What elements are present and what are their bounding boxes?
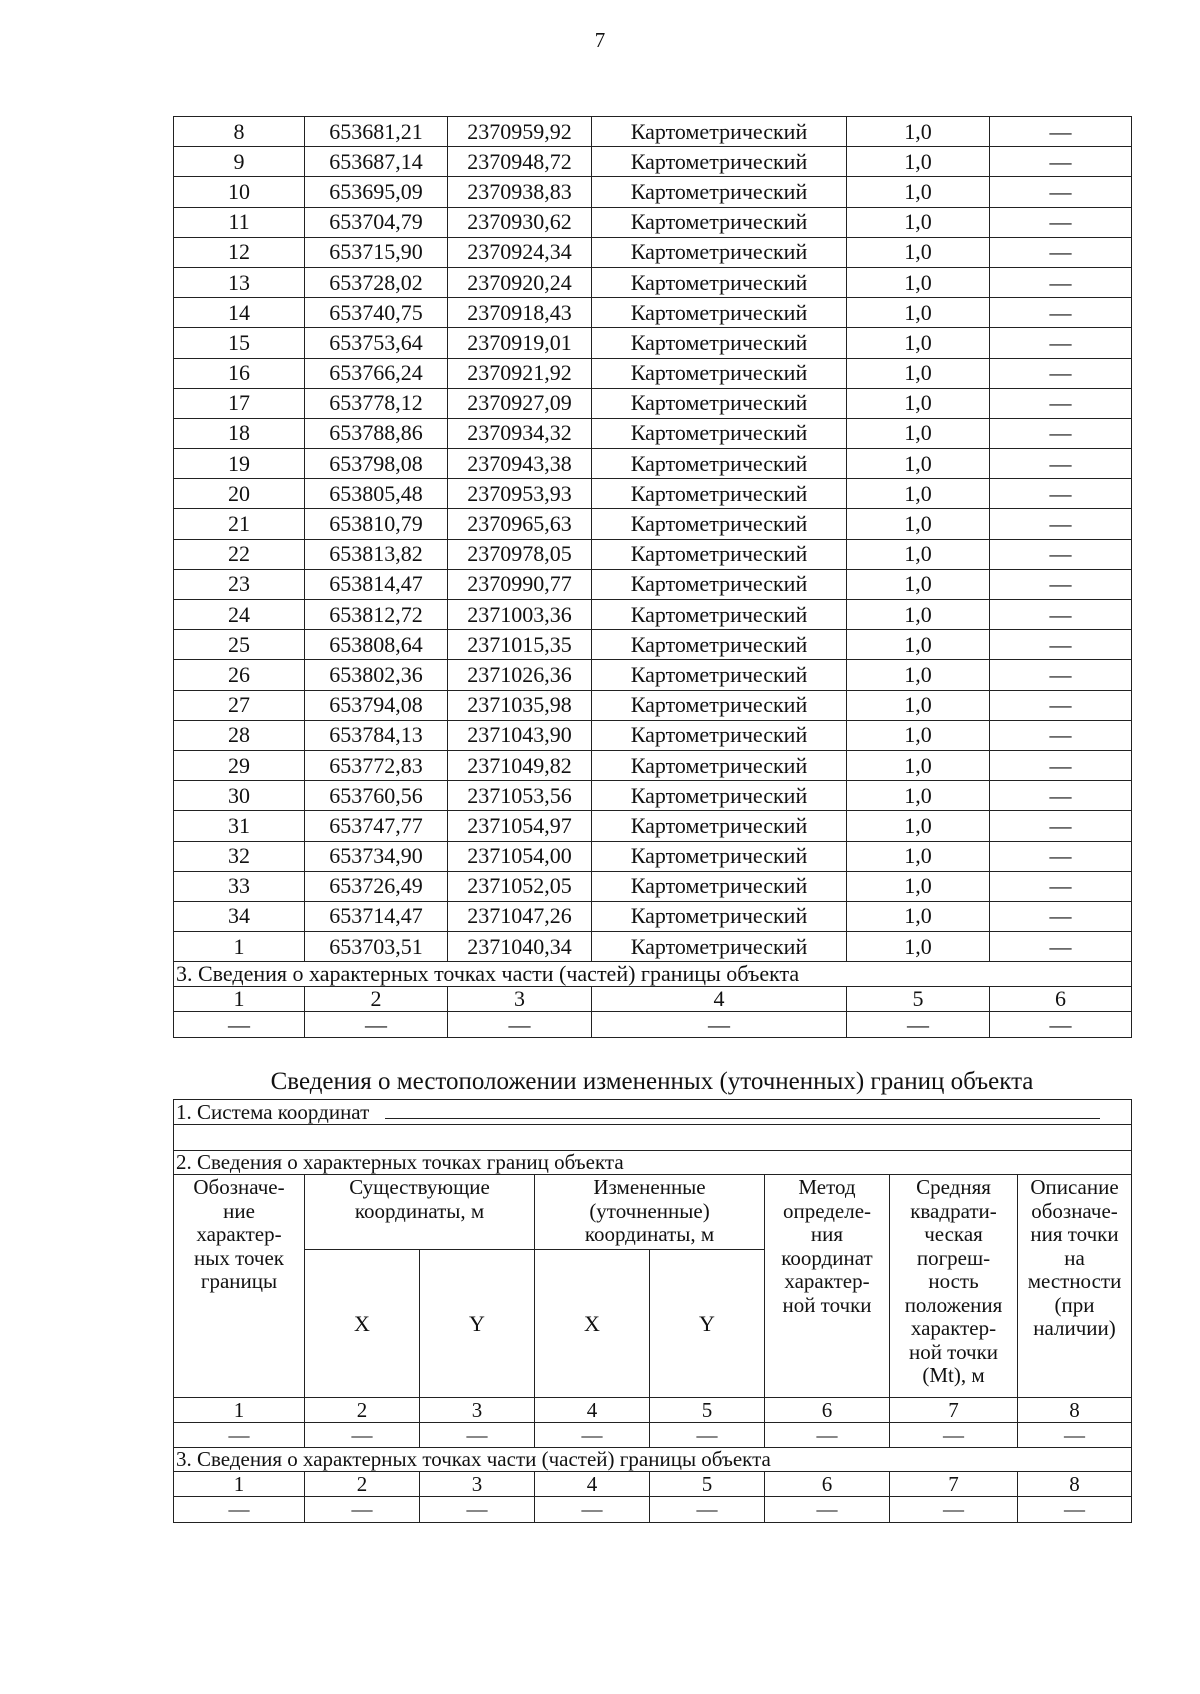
x-coordinate-cell: 653715,90 xyxy=(305,237,448,267)
empty-dash-cell: — xyxy=(650,1423,765,1448)
x-coordinate-cell: 653714,47 xyxy=(305,901,448,931)
mt-cell: 1,0 xyxy=(847,569,990,599)
column-number-cell: 1 xyxy=(174,1472,305,1497)
x-coordinate-cell: 653734,90 xyxy=(305,841,448,871)
table-row xyxy=(174,720,1132,750)
description-cell: — xyxy=(990,177,1132,207)
empty-dash-cell: — xyxy=(847,1012,990,1038)
table-row xyxy=(174,117,1132,147)
point-number-cell: 9 xyxy=(174,147,305,177)
column-number-cell: 7 xyxy=(890,1472,1018,1497)
y-coordinate-cell: 2370943,38 xyxy=(448,449,592,479)
y-coordinate-cell: 2371052,05 xyxy=(448,871,592,901)
method-cell: Картометрический xyxy=(592,267,847,297)
point-number-cell: 25 xyxy=(174,630,305,660)
column-number-cell: 2 xyxy=(305,1398,420,1423)
column-number-cell: 2 xyxy=(305,987,448,1012)
x-coordinate-cell: 653753,64 xyxy=(305,328,448,358)
column-number-cell: 2 xyxy=(305,1472,420,1497)
column-number-cell: 7 xyxy=(890,1398,1018,1423)
method-cell: Картометрический xyxy=(592,901,847,931)
y-coordinate-cell: 2371053,56 xyxy=(448,781,592,811)
column-number-cell: 6 xyxy=(765,1398,890,1423)
y-coordinate-cell: 2371035,98 xyxy=(448,690,592,720)
x-coordinate-cell: 653760,56 xyxy=(305,781,448,811)
method-cell: Картометрический xyxy=(592,388,847,418)
method-cell: Картометрический xyxy=(592,932,847,962)
description-cell: — xyxy=(990,117,1132,147)
mt-cell: 1,0 xyxy=(847,147,990,177)
description-cell: — xyxy=(990,720,1132,750)
point-number-cell: 17 xyxy=(174,388,305,418)
description-cell: — xyxy=(990,871,1132,901)
coordinate-system-value-blank xyxy=(174,1125,1132,1151)
mt-cell: 1,0 xyxy=(847,630,990,660)
column-number-cell: 4 xyxy=(535,1398,650,1423)
x-coordinate-cell: 653747,77 xyxy=(305,811,448,841)
method-cell: Картометрический xyxy=(592,569,847,599)
header-designation: Обозначе- ние характер- ных точек границы xyxy=(174,1175,305,1398)
table-row xyxy=(174,660,1132,690)
column-number-cell: 1 xyxy=(174,1398,305,1423)
coordinate-system-row xyxy=(174,1100,1132,1125)
description-cell: — xyxy=(990,237,1132,267)
point-number-cell: 14 xyxy=(174,298,305,328)
column-number-cell: 3 xyxy=(448,987,592,1012)
point-number-cell: 34 xyxy=(174,901,305,931)
mt-cell: 1,0 xyxy=(847,509,990,539)
empty-dash-cell: — xyxy=(1018,1423,1132,1448)
mt-cell: 1,0 xyxy=(847,841,990,871)
mt-cell: 1,0 xyxy=(847,298,990,328)
empty-dash-cell: — xyxy=(990,1012,1132,1038)
method-cell: Картометрический xyxy=(592,509,847,539)
point-number-cell: 13 xyxy=(174,267,305,297)
method-cell: Картометрический xyxy=(592,600,847,630)
method-cell: Картометрический xyxy=(592,328,847,358)
x-coordinate-cell: 653681,21 xyxy=(305,117,448,147)
point-number-cell: 16 xyxy=(174,358,305,388)
header-existing-coordinates: Существующие координаты, м xyxy=(305,1175,535,1250)
x-coordinate-cell: 653687,14 xyxy=(305,147,448,177)
mt-cell: 1,0 xyxy=(847,449,990,479)
mt-cell: 1,0 xyxy=(847,690,990,720)
table-row xyxy=(174,479,1132,509)
column-number-cell: 4 xyxy=(592,987,847,1012)
point-number-cell: 30 xyxy=(174,781,305,811)
method-cell: Картометрический xyxy=(592,660,847,690)
description-cell: — xyxy=(990,630,1132,660)
method-cell: Картометрический xyxy=(592,871,847,901)
mt-cell: 1,0 xyxy=(847,479,990,509)
column-number-cell: 6 xyxy=(990,987,1132,1012)
method-cell: Картометрический xyxy=(592,479,847,509)
y-coordinate-cell: 2370934,32 xyxy=(448,418,592,448)
x-coordinate-cell: 653766,24 xyxy=(305,358,448,388)
y-coordinate-cell: 2370965,63 xyxy=(448,509,592,539)
coordinate-system-label: 1. Система координат xyxy=(176,1099,370,1124)
header-point-description: Описание обозначе- ния точки на местности (при наличии) xyxy=(1018,1175,1132,1398)
description-cell: — xyxy=(990,267,1132,297)
description-cell: — xyxy=(990,298,1132,328)
point-number-cell: 20 xyxy=(174,479,305,509)
point-number-cell: 22 xyxy=(174,539,305,569)
table-row xyxy=(174,358,1132,388)
table-row xyxy=(174,811,1132,841)
description-cell: — xyxy=(990,207,1132,237)
y-coordinate-cell: 2370953,93 xyxy=(448,479,592,509)
column-number-cell: 1 xyxy=(174,987,305,1012)
method-cell: Картометрический xyxy=(592,841,847,871)
empty-dash-cell: — xyxy=(174,1423,305,1448)
method-cell: Картометрический xyxy=(592,811,847,841)
changed-part-empty-row xyxy=(174,1497,1132,1523)
column-number-cell: 3 xyxy=(420,1398,535,1423)
part-empty-row xyxy=(174,1012,1132,1038)
table-row xyxy=(174,690,1132,720)
y-coordinate-cell: 2371047,26 xyxy=(448,901,592,931)
description-cell: — xyxy=(990,418,1132,448)
point-number-cell: 8 xyxy=(174,117,305,147)
table-row xyxy=(174,871,1132,901)
x-coordinate-cell: 653728,02 xyxy=(305,267,448,297)
header-existing-y: Y xyxy=(420,1250,535,1398)
method-cell: Картометрический xyxy=(592,720,847,750)
mt-cell: 1,0 xyxy=(847,237,990,267)
point-number-cell: 31 xyxy=(174,811,305,841)
mt-cell: 1,0 xyxy=(847,781,990,811)
point-number-cell: 29 xyxy=(174,750,305,780)
column-number-cell: 5 xyxy=(650,1472,765,1497)
empty-dash-cell: — xyxy=(765,1497,890,1523)
description-cell: — xyxy=(990,932,1132,962)
x-coordinate-cell: 653813,82 xyxy=(305,539,448,569)
x-coordinate-cell: 653784,13 xyxy=(305,720,448,750)
x-coordinate-cell: 653695,09 xyxy=(305,177,448,207)
changed-empty-row xyxy=(174,1423,1132,1448)
method-cell: Картометрический xyxy=(592,147,847,177)
empty-dash-cell: — xyxy=(420,1423,535,1448)
changed-points-section-title: 2. Сведения о характерных точках границ объекта xyxy=(174,1151,1132,1175)
description-cell: — xyxy=(990,147,1132,177)
point-number-cell: 23 xyxy=(174,569,305,599)
description-cell: — xyxy=(990,569,1132,599)
column-number-cell: 4 xyxy=(535,1472,650,1497)
method-cell: Картометрический xyxy=(592,690,847,720)
point-number-cell: 15 xyxy=(174,328,305,358)
description-cell: — xyxy=(990,690,1132,720)
mt-cell: 1,0 xyxy=(847,177,990,207)
point-number-cell: 10 xyxy=(174,177,305,207)
empty-dash-cell: — xyxy=(890,1423,1018,1448)
y-coordinate-cell: 2370990,77 xyxy=(448,569,592,599)
method-cell: Картометрический xyxy=(592,207,847,237)
header-mean-square-error: Средняя квадрати- ческая погреш- ность положения характер- ной точки (Mt), м xyxy=(890,1175,1018,1398)
table-row xyxy=(174,298,1132,328)
mt-cell: 1,0 xyxy=(847,358,990,388)
header-existing-x: X xyxy=(305,1250,420,1398)
x-coordinate-cell: 653703,51 xyxy=(305,932,448,962)
point-number-cell: 24 xyxy=(174,600,305,630)
description-cell: — xyxy=(990,358,1132,388)
y-coordinate-cell: 2371054,97 xyxy=(448,811,592,841)
x-coordinate-cell: 653704,79 xyxy=(305,207,448,237)
changed-column-numbers-row xyxy=(174,1398,1132,1423)
header-changed-coordinates: Измененные (уточненные) координаты, м xyxy=(535,1175,765,1250)
y-coordinate-cell: 2370959,92 xyxy=(448,117,592,147)
column-number-cell: 5 xyxy=(847,987,990,1012)
header-changed-y: Y xyxy=(650,1250,765,1398)
empty-dash-cell: — xyxy=(1018,1497,1132,1523)
method-cell: Картометрический xyxy=(592,630,847,660)
empty-dash-cell: — xyxy=(890,1497,1018,1523)
empty-dash-cell: — xyxy=(448,1012,592,1038)
mt-cell: 1,0 xyxy=(847,720,990,750)
table-row xyxy=(174,932,1132,962)
description-cell: — xyxy=(990,811,1132,841)
description-cell: — xyxy=(990,539,1132,569)
point-number-cell: 12 xyxy=(174,237,305,267)
table-row xyxy=(174,750,1132,780)
coordinate-system-blank-line xyxy=(385,1104,1100,1119)
empty-dash-cell: — xyxy=(535,1497,650,1523)
table-row xyxy=(174,177,1132,207)
mt-cell: 1,0 xyxy=(847,932,990,962)
y-coordinate-cell: 2370920,24 xyxy=(448,267,592,297)
boundary-points-table xyxy=(173,116,1132,1038)
description-cell: — xyxy=(990,600,1132,630)
column-number-cell: 8 xyxy=(1018,1398,1132,1423)
y-coordinate-cell: 2371040,34 xyxy=(448,932,592,962)
page-number: 7 xyxy=(594,28,606,52)
table-row xyxy=(174,449,1132,479)
table-row xyxy=(174,388,1132,418)
table-row xyxy=(174,539,1132,569)
table-row xyxy=(174,841,1132,871)
method-cell: Картометрический xyxy=(592,177,847,207)
mt-cell: 1,0 xyxy=(847,600,990,630)
x-coordinate-cell: 653788,86 xyxy=(305,418,448,448)
changed-part-column-numbers-row xyxy=(174,1472,1132,1497)
mt-cell: 1,0 xyxy=(847,871,990,901)
table-row xyxy=(174,147,1132,177)
x-coordinate-cell: 653772,83 xyxy=(305,750,448,780)
description-cell: — xyxy=(990,449,1132,479)
y-coordinate-cell: 2370948,72 xyxy=(448,147,592,177)
table-row xyxy=(174,267,1132,297)
method-cell: Картометрический xyxy=(592,418,847,448)
mt-cell: 1,0 xyxy=(847,660,990,690)
y-coordinate-cell: 2371015,35 xyxy=(448,630,592,660)
y-coordinate-cell: 2370919,01 xyxy=(448,328,592,358)
method-cell: Картометрический xyxy=(592,237,847,267)
description-cell: — xyxy=(990,509,1132,539)
boundary-points-body xyxy=(174,117,1132,962)
method-cell: Картометрический xyxy=(592,117,847,147)
table-row xyxy=(174,569,1132,599)
column-number-cell: 5 xyxy=(650,1398,765,1423)
point-number-cell: 26 xyxy=(174,660,305,690)
table-row xyxy=(174,418,1132,448)
mt-cell: 1,0 xyxy=(847,328,990,358)
point-number-cell: 19 xyxy=(174,449,305,479)
empty-dash-cell: — xyxy=(420,1497,535,1523)
x-coordinate-cell: 653812,72 xyxy=(305,600,448,630)
y-coordinate-cell: 2371054,00 xyxy=(448,841,592,871)
method-cell: Картометрический xyxy=(592,298,847,328)
y-coordinate-cell: 2371043,90 xyxy=(448,720,592,750)
mt-cell: 1,0 xyxy=(847,539,990,569)
y-coordinate-cell: 2370921,92 xyxy=(448,358,592,388)
changed-boundaries-table xyxy=(173,1099,1132,1523)
y-coordinate-cell: 2371049,82 xyxy=(448,750,592,780)
mt-cell: 1,0 xyxy=(847,901,990,931)
description-cell: — xyxy=(990,479,1132,509)
column-number-cell: 6 xyxy=(765,1472,890,1497)
mt-cell: 1,0 xyxy=(847,750,990,780)
part-section-title: 3. Сведения о характерных точках части (частей) границы объекта xyxy=(174,962,1132,987)
point-number-cell: 18 xyxy=(174,418,305,448)
y-coordinate-cell: 2370978,05 xyxy=(448,539,592,569)
header-method: Метод определе- ния координат характер- ной точки xyxy=(765,1175,890,1398)
mt-cell: 1,0 xyxy=(847,388,990,418)
empty-dash-cell: — xyxy=(174,1012,305,1038)
empty-dash-cell: — xyxy=(535,1423,650,1448)
mt-cell: 1,0 xyxy=(847,267,990,297)
y-coordinate-cell: 2370938,83 xyxy=(448,177,592,207)
empty-dash-cell: — xyxy=(305,1497,420,1523)
method-cell: Картометрический xyxy=(592,539,847,569)
x-coordinate-cell: 653778,12 xyxy=(305,388,448,418)
x-coordinate-cell: 653810,79 xyxy=(305,509,448,539)
point-number-cell: 11 xyxy=(174,207,305,237)
header-changed-x: X xyxy=(535,1250,650,1398)
empty-dash-cell: — xyxy=(174,1497,305,1523)
x-coordinate-cell: 653740,75 xyxy=(305,298,448,328)
empty-dash-cell: — xyxy=(305,1012,448,1038)
column-number-cell: 3 xyxy=(420,1472,535,1497)
table-row xyxy=(174,509,1132,539)
table-row xyxy=(174,901,1132,931)
y-coordinate-cell: 2371026,36 xyxy=(448,660,592,690)
x-coordinate-cell: 653726,49 xyxy=(305,871,448,901)
method-cell: Картометрический xyxy=(592,750,847,780)
method-cell: Картометрический xyxy=(592,358,847,388)
description-cell: — xyxy=(990,660,1132,690)
table-row xyxy=(174,328,1132,358)
x-coordinate-cell: 653802,36 xyxy=(305,660,448,690)
y-coordinate-cell: 2371003,36 xyxy=(448,600,592,630)
method-cell: Картометрический xyxy=(592,449,847,479)
method-cell: Картометрический xyxy=(592,781,847,811)
empty-dash-cell: — xyxy=(592,1012,847,1038)
y-coordinate-cell: 2370930,62 xyxy=(448,207,592,237)
y-coordinate-cell: 2370918,43 xyxy=(448,298,592,328)
empty-dash-cell: — xyxy=(650,1497,765,1523)
y-coordinate-cell: 2370927,09 xyxy=(448,388,592,418)
point-number-cell: 33 xyxy=(174,871,305,901)
description-cell: — xyxy=(990,388,1132,418)
table-row xyxy=(174,781,1132,811)
table-row xyxy=(174,600,1132,630)
mt-cell: 1,0 xyxy=(847,207,990,237)
point-number-cell: 27 xyxy=(174,690,305,720)
changed-boundaries-title: Сведения о местоположении измененных (уточненных) границ объекта xyxy=(270,1068,1034,1095)
changed-part-section-title: 3. Сведения о характерных точках части (частей) границы объекта xyxy=(174,1448,1132,1472)
table-row xyxy=(174,237,1132,267)
x-coordinate-cell: 653805,48 xyxy=(305,479,448,509)
point-number-cell: 21 xyxy=(174,509,305,539)
x-coordinate-cell: 653798,08 xyxy=(305,449,448,479)
part-column-numbers-row xyxy=(174,987,1132,1012)
point-number-cell: 32 xyxy=(174,841,305,871)
point-number-cell: 28 xyxy=(174,720,305,750)
x-coordinate-cell: 653808,64 xyxy=(305,630,448,660)
mt-cell: 1,0 xyxy=(847,117,990,147)
empty-dash-cell: — xyxy=(305,1423,420,1448)
description-cell: — xyxy=(990,781,1132,811)
x-coordinate-cell: 653794,08 xyxy=(305,690,448,720)
description-cell: — xyxy=(990,328,1132,358)
y-coordinate-cell: 2370924,34 xyxy=(448,237,592,267)
empty-dash-cell: — xyxy=(765,1423,890,1448)
mt-cell: 1,0 xyxy=(847,811,990,841)
column-number-cell: 8 xyxy=(1018,1472,1132,1497)
point-number-cell: 1 xyxy=(174,932,305,962)
description-cell: — xyxy=(990,841,1132,871)
description-cell: — xyxy=(990,901,1132,931)
mt-cell: 1,0 xyxy=(847,418,990,448)
table-row xyxy=(174,630,1132,660)
table-row xyxy=(174,207,1132,237)
description-cell: — xyxy=(990,750,1132,780)
x-coordinate-cell: 653814,47 xyxy=(305,569,448,599)
